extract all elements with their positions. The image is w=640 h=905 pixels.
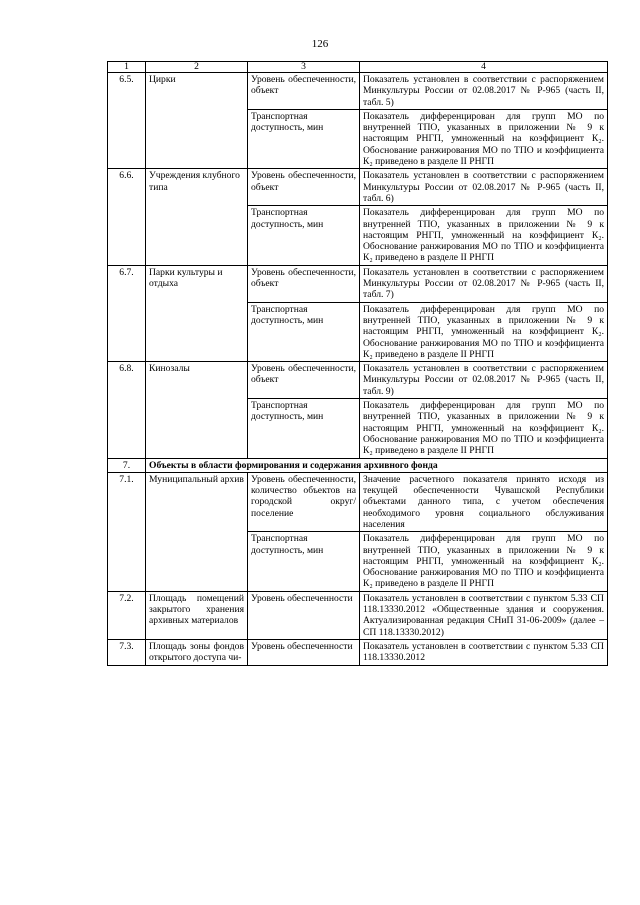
row-number: 6.5. [108, 73, 146, 169]
indicator: Уровень обеспеченности [248, 639, 360, 665]
column-header: 1 [108, 62, 146, 73]
table-row [108, 362, 608, 399]
table-row [108, 591, 608, 639]
column-header: 3 [248, 62, 360, 73]
section-number: 7. [108, 458, 146, 472]
section-row [108, 458, 608, 472]
row-number: 6.7. [108, 265, 146, 361]
note: Показатель дифференцирован для групп МО по внутренней ТПО, указанных в приложении № 9 к настоящим РНГП, умноженный на коэффициент К₂. Обоснование ранжирования МО по ТПО и коэффициента К₂ приведено в разделе II РНГП [360, 532, 608, 591]
note: Показатель установлен в соответствии с распоряжением Минкультуры России от 02.08.2017 № Р-965 (часть II, табл. 9) [360, 362, 608, 399]
note: Показатель установлен в соответствии с распоряжением Минкультуры России от 02.08.2017 № Р-965 (часть II, табл. 5) [360, 73, 608, 110]
indicator: Уровень обеспеченности, объект [248, 265, 360, 302]
row-number: 7.2. [108, 591, 146, 639]
note: Показатель дифференцирован для групп МО по внутренней ТПО, указанных в приложении № 9 к настоящим РНГП, умноженный на коэффициент К₂. Обоснование ранжирования МО по ТПО и коэффициента К₂ приведено в разделе II РНГП [360, 206, 608, 265]
indicator: Уровень обеспеченности, объект [248, 169, 360, 206]
object-name: Площадь зоны фондов открытого доступа чи- [146, 639, 248, 665]
note: Показатель установлен в соответствии с распоряжением Минкультуры России от 02.08.2017 № Р-965 (часть II, табл. 7) [360, 265, 608, 302]
column-header: 2 [146, 62, 248, 73]
note: Значение расчетного показателя принято исходя из текущей обеспеченности Чувашской Республики объектами данного типа, с учетом обеспечения необходимого уровня социального обслуживания населения [360, 472, 608, 531]
indicator: Уровень обеспеченности, объект [248, 362, 360, 399]
table-row [108, 169, 608, 206]
row-number: 6.8. [108, 362, 146, 458]
indicator: Транспортная доступность, мин [248, 302, 360, 361]
indicator: Уровень обеспеченности [248, 591, 360, 639]
page-number: 126 [311, 38, 329, 50]
note: Показатель установлен в соответствии с распоряжением Минкультуры России от 02.08.2017 № Р-965 (часть II, табл. 6) [360, 169, 608, 206]
note: Показатель дифференцирован для групп МО по внутренней ТПО, указанных в приложении № 9 к настоящим РНГП, умноженный на коэффициент К₂. Обоснование ранжирования МО по ТПО и коэффициента К₂ приведено в разделе II РНГП [360, 399, 608, 458]
note: Показатель дифференцирован для групп МО по внутренней ТПО, указанных в приложении № 9 к настоящим РНГП, умноженный на коэффициент К₂. Обоснование ранжирования МО по ТПО и коэффициента К₂ приведено в разделе II РНГП [360, 109, 608, 168]
table-row [108, 265, 608, 302]
row-number: 6.6. [108, 169, 146, 265]
indicator: Транспортная доступность, мин [248, 206, 360, 265]
table-header-row [108, 62, 608, 73]
table-row [108, 73, 608, 110]
column-header: 4 [360, 62, 608, 73]
object-name: Учреждения клубного типа [146, 169, 248, 265]
row-number: 7.1. [108, 472, 146, 591]
row-number: 7.3. [108, 639, 146, 665]
section-title: Объекты в области формирования и содержания архивного фонда [146, 458, 608, 472]
indicator: Транспортная доступность, мин [248, 399, 360, 458]
object-name: Площадь помещений закрытого хранения архивных материалов [146, 591, 248, 639]
object-name: Муниципальный архив [146, 472, 248, 591]
note: Показатель установлен в соответствии с пунктом 5.33 СП 118.13330.2012 [360, 639, 608, 665]
table-row [108, 472, 608, 531]
indicator: Уровень обеспеченности, количество объектов на городской округ/поселение [248, 472, 360, 531]
indicator: Транспортная доступность, мин [248, 109, 360, 168]
indicator: Уровень обеспеченности, объект [248, 73, 360, 110]
table-row [108, 639, 608, 665]
note: Показатель установлен в соответствии с пунктом 5.33 СП 118.13330.2012 «Общественные здания и сооружения. Актуализированная редакция СНиП 31-06-2009» (далее – СП 118.13330.2012) [360, 591, 608, 639]
object-name: Кинозалы [146, 362, 248, 458]
standards-table [107, 61, 608, 666]
object-name: Парки культуры и отдыха [146, 265, 248, 361]
note: Показатель дифференцирован для групп МО по внутренней ТПО, указанных в приложении № 9 к настоящим РНГП, умноженный на коэффициент К₂. Обоснование ранжирования МО по ТПО и коэффициента К₂ приведено в разделе II РНГП [360, 302, 608, 361]
object-name: Цирки [146, 73, 248, 169]
indicator: Транспортная доступность, мин [248, 532, 360, 591]
